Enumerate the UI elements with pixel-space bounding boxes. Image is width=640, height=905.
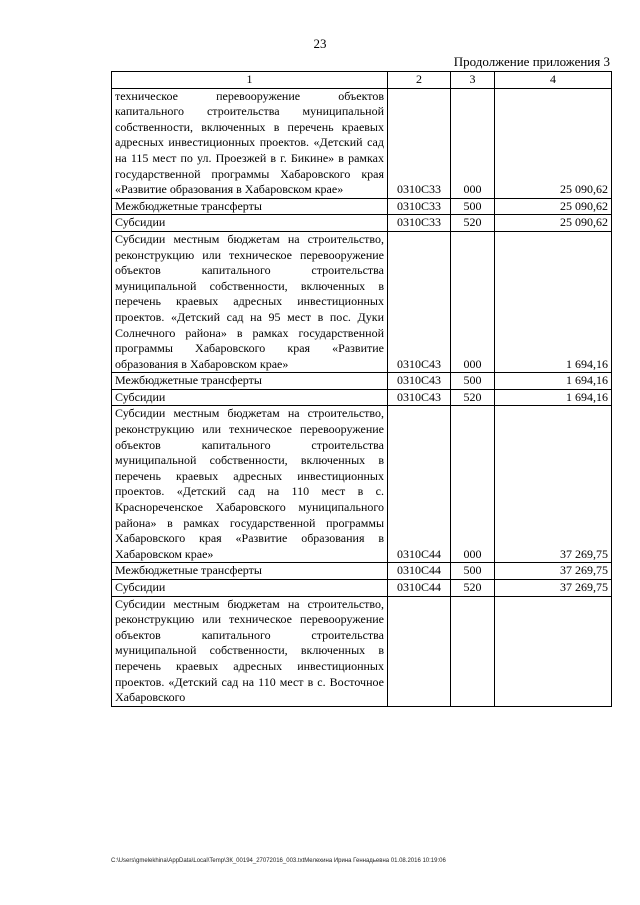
- cell-type: 500: [451, 563, 495, 580]
- table-row: [112, 580, 612, 597]
- table-row: [112, 215, 612, 232]
- header-col-2: 2: [388, 72, 451, 89]
- table-header-row: [112, 72, 612, 89]
- cell-type: [451, 596, 495, 706]
- cell-amount: 1 694,16: [495, 389, 612, 406]
- cell-code: 0310С43: [388, 389, 451, 406]
- cell-name: Межбюджетные трансферты: [112, 373, 388, 390]
- table-row: [112, 198, 612, 215]
- cell-type: 520: [451, 389, 495, 406]
- cell-name: Субсидии местным бюджетам на строительство, реконструкцию или техническое перевооружение объектов капитального строительства муниципальной собственности, включенных в перечень краевых адресных инвестиционных проектов. «Детский сад на 95 мест в пос. Дуки Солнечного района» в рамках государственной программы Хабаровского края «Развитие образования в Хабаровском крае»: [112, 231, 388, 372]
- cell-code: 0310С33: [388, 215, 451, 232]
- header-col-1: 1: [112, 72, 388, 89]
- continuation-note: Продолжение приложения 3: [453, 54, 610, 69]
- cell-name: Субсидии: [112, 215, 388, 232]
- cell-code: 0310С33: [388, 88, 451, 198]
- cell-type: 520: [451, 215, 495, 232]
- cell-name: Субсидии местным бюджетам на строительство, реконструкцию или техническое перевооружение объектов капитального строительства муниципальной собственности, включенных в перечень краевых адресных инвестиционных проектов. «Детский сад на 110 мест в с. Краснореченское Хабаровского муниципального района» в рамках государственной программы Хабаровского края «Развитие образования в Хабаровском крае»: [112, 406, 388, 563]
- cell-name: Субсидии местным бюджетам на строительство, реконструкцию или техническое перевооружение объектов капитального строительства муниципальной собственности, включенных в перечень краевых адресных инвестиционных проектов. «Детский сад на 110 мест в с. Восточное Хабаровского: [112, 596, 388, 706]
- cell-code: 0310С33: [388, 198, 451, 215]
- page-number: 23: [313, 36, 327, 51]
- cell-type: 520: [451, 580, 495, 597]
- table-row: [112, 596, 612, 706]
- budget-table: [111, 71, 612, 707]
- cell-amount: 1 694,16: [495, 373, 612, 390]
- cell-code: 0310С44: [388, 563, 451, 580]
- cell-code: 0310С44: [388, 406, 451, 563]
- table-row: [112, 373, 612, 390]
- cell-name: Субсидии: [112, 580, 388, 597]
- table-row: [112, 406, 612, 563]
- cell-amount: 37 269,75: [495, 580, 612, 597]
- cell-amount: 25 090,62: [495, 215, 612, 232]
- header-col-4: 4: [495, 72, 612, 89]
- table-body: [112, 88, 612, 706]
- cell-amount: 37 269,75: [495, 563, 612, 580]
- file-path-footer: C:\Users\gmelekhina\AppData\Local\Temp\ЗК_00194_27072016_003.txtМелехина Ирина Геннадьевна 01.08.2016 10:19:06: [111, 858, 446, 864]
- cell-type: 500: [451, 373, 495, 390]
- cell-code: [388, 596, 451, 706]
- cell-type: 000: [451, 231, 495, 372]
- cell-type: 500: [451, 198, 495, 215]
- table-row: [112, 389, 612, 406]
- table-row: [112, 88, 612, 198]
- cell-code: 0310С43: [388, 373, 451, 390]
- cell-amount: 25 090,62: [495, 198, 612, 215]
- cell-code: 0310С43: [388, 231, 451, 372]
- cell-name: Межбюджетные трансферты: [112, 198, 388, 215]
- table-row: [112, 231, 612, 372]
- cell-amount: 1 694,16: [495, 231, 612, 372]
- cell-name: Межбюджетные трансферты: [112, 563, 388, 580]
- cell-name: Субсидии: [112, 389, 388, 406]
- cell-amount: 25 090,62: [495, 88, 612, 198]
- cell-amount: 37 269,75: [495, 406, 612, 563]
- cell-amount: [495, 596, 612, 706]
- cell-type: 000: [451, 406, 495, 563]
- table-row: [112, 563, 612, 580]
- cell-name: техническое перевооружение объектов капитального строительства муниципальной собственности, включенных в перечень краевых адресных инвестиционных проектов. «Детский сад на 115 мест по ул. Проезжей в г. Бикине» в рамках государственной программы Хабаровского края «Развитие образования в Хабаровском крае»: [112, 88, 388, 198]
- cell-code: 0310С44: [388, 580, 451, 597]
- header-col-3: 3: [451, 72, 495, 89]
- cell-type: 000: [451, 88, 495, 198]
